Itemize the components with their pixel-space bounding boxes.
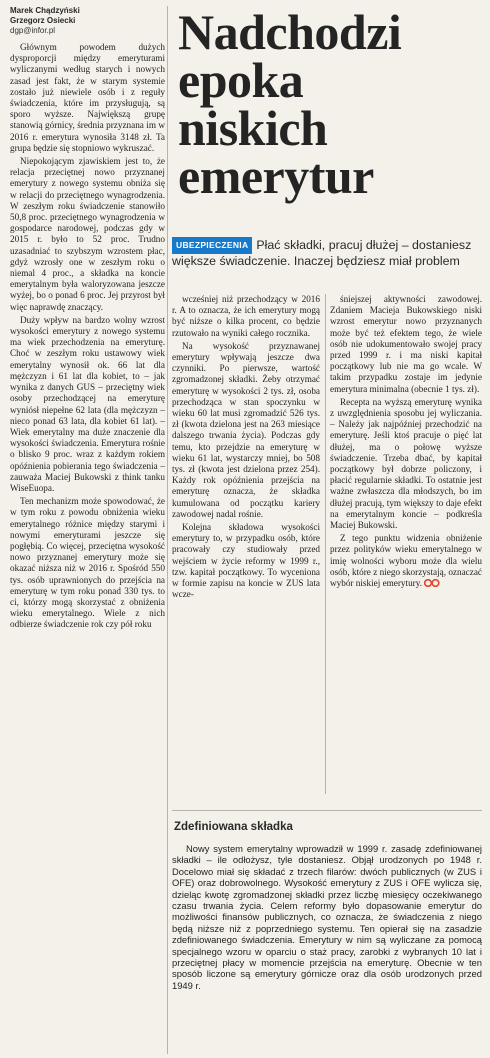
paragraph: Duży wpływ na bardzo wolny wzrost wysokości emerytury z nowego systemu ma wiek przechodzenia na emeryturę. Choć w zeszłym roku ustawowy wiek emerytalny wynosił ok. 66 lat dla mężczyzn i 61 lat dla kobiet, to – jak wynika z danych GUS – przeciętny wiek osoby przechodzącej na emeryturę wyniósł niepełne 62 lata (dla mężczyzn – nieco ponad 63 lata, dla kobiet 61 lat). – Wiek emerytalny ma duże znaczenie dla wysokości świadczenia. Emerytura rośnie o blisko 9 proc. wraz z każdym rokiem opóźnienia pobierania tego świadczenia – zauważa Maciej Bukowski z think tanku WiseEuopa. (10, 314, 165, 493)
sidebar-heading: Zdefiniowana składka (174, 821, 293, 833)
sidebar-rule (172, 810, 482, 811)
right-column (330, 294, 482, 591)
paragraph: Na wysokość przyznawanej emerytury wpływają jeszcze dwa czynniki. Po pierwsze, wartość zgromadzonej składki. Żeby otrzymać emeryturę w wysokości 2 tys. zł, osoba przechodząca w stan spoczynku w wieku 60 lat musi zgromadzić 526 tys. zł (kwota dzielona jest na 263 miesiące dalszego trwania życia). Podczas gdy temu, kto przejdzie na emeryturę w wieku 61 lat, wystarczy mniej, bo 508 tys. zł (kwota jest dzielona przez 254). Każdy rok opóźnienia przejścia na emeryturę oznacza, że składka kumulowana od początku kariery zawodowej nadal rośnie. (172, 340, 320, 519)
paragraph: Ten mechanizm może spowodować, że w tym roku z powodu obniżenia wieku emerytalnego różnice między starymi i nowymi emeryturami jeszcze się pogłębią. Co więcej, przeciętna wysokość nowo przyznanej emerytury może się okazać niższa niż w 2016 r. Spośród 550 tys. osób uprawnionych do przejścia na emeryturę w tym roku ponad 330 tys. to ci, którzy mogą skorzystać z obniżenia wieku emerytalnego. Wiele z nich odbierze świadczenie rok czy pół roku (10, 496, 165, 630)
middle-column (172, 294, 320, 602)
paragraph (330, 533, 482, 589)
headline-line: Nadchodzi (178, 4, 402, 60)
headline (178, 4, 488, 204)
left-body (10, 42, 165, 631)
paragraph-text: Z tego punktu widzenia obniżenie przez polityków wieku emerytalnego w imię wolności wyboru może dla wielu osób, które z niego skorzystają, oznaczać wybór niskiej emerytury. (330, 533, 482, 589)
paragraph: Głównym powodem dużych dysproporcji między emeryturami wyliczanymi według starych i nowych zasad jest fakt, że w starym systemie zostało już niewiele osób i z reguły świadczenia, które im przysługują, są sporo wyższe. Największą grupę stanowią górnicy, średnia przyznana im w 2016 r. emerytura wynosiła 3148 zł. Ta grupa będzie się stopniowo wykruszać. (10, 42, 165, 153)
headline-line: emerytur (178, 148, 374, 204)
paragraph: Nowy system emerytalny wprowadził w 1999 r. zasadę zdefiniowanej składki – ile odłożysz, tyle dostaniesz. Objął urodzonych po 1948 r. Docelowo miał się składać z trzech filarów: dwóch publicznych (w ZUS i OFE) oraz dobrowolnego. Wysokość emerytury z ZUS i OFE wylicza się, dzieląc kwotę zgromadzonej składki przez liczbę miesięcy oczekiwanego czasu trwania życia. Celem reformy było dopasowanie emerytur do możliwości finansów publicznych, co oznacza, że świadczenia z niego będą niższe niż z poprzedniego systemu. Ten opierał się na zasadzie zdefiniowanego świadczenia. Emerytury w nim są wyliczane za pomocą specjalnego wzoru w oparciu o staż pracy, zarobki z wybranych 10 lat i przeciętnej płacy w momencie przejścia na emeryturę. Obecnie w ten sposób liczone są emerytury górnicze oraz dla osób urodzonych przed 1949 r. (172, 843, 482, 991)
sidebar-body (172, 843, 482, 991)
paragraph: Kolejna składowa wysokości emerytury to, w przypadku osób, które pracowały czy studiowały przed wejściem w życie reformy w 1999 r., tzw. kapitał początkowy. To wyceniona w formie zapisu na koncie w ZUS lata wcze- (172, 522, 320, 600)
left-column (10, 6, 165, 633)
headline-line: niskich (178, 100, 328, 156)
headline-line: epoka (178, 52, 304, 108)
column-divider (167, 6, 168, 1054)
section-badge: UBEZPIECZENIA (172, 237, 252, 254)
lead (172, 237, 482, 269)
column-divider (325, 294, 326, 794)
author-1: Marek Chądzyński (10, 6, 80, 15)
paragraph: Niepokojącym zjawiskiem jest to, że relacja przeciętnej nowo przyznanej emerytury z nowego systemu obniża się w relacji do przeciętnego wynagrodzenia. W zeszłym roku świadczenie stanowiło 50,8 proc. przeciętnego wynagrodzenia w gospodarce narodowej, podczas gdy w 2015 r. było to 52 proc. Trudno uzasadniać to szybszym wzrostem płac, gdyż wzrosły one w zeszłym roku o niemal 4 proc., a składka na koncie emerytalnym była waloryzowana jeszcze wyżej, bo o ponad 6 proc. Jej przyrost był więc naprawdę znaczący. (10, 156, 165, 312)
paragraph: Recepta na wyższą emeryturę wynika z uwzględnienia sposobu jej wyliczania. – Należy jak najpóźniej przechodzić na emeryturę. Jeśli ktoś pracuje o pięć lat dłużej, ma o połowę wyższe świadczenie. Trzeba dbać, by kapitał początkowy był dobrze policzony, i płacić regularnie składki. To ostatnie jest ważne zwłaszcza dla młodszych, bo im dłużej pracują, tym większy to daje efekt na emerytalnym koncie – podkreśla Maciej Bukowski. (330, 396, 482, 531)
paragraph: wcześniej niż przechodzący w 2016 r. A to oznacza, że ich emerytury mogą być niższe o kilka procent, co będzie rzutowało na wyniki całego rocznika. (172, 294, 320, 338)
article-end-icon (424, 579, 440, 587)
author-2: Grzegorz Osiecki (10, 16, 76, 25)
paragraph: śniejszej aktywności zawodowej. Zdaniem Macieja Bukowskiego niski wzrost emerytur nowo przyznanych może być też efektem tego, że wiele osób nie udokumentowało swojej pracy przed 1999 r. i ma niski kapitał początkowy lub nie ma go wcale. W takim przypadku zostaje im jedynie emerytura minimalna (obecnie 1 tys. zł). (330, 294, 482, 394)
sidebar-box (172, 810, 482, 991)
lead-text: Płać składki, pracuj dłużej – dostaniesz większe świadczenie. Inaczej będziesz miał problem (172, 238, 472, 268)
author-email: dgp@infor.pl (10, 26, 56, 35)
